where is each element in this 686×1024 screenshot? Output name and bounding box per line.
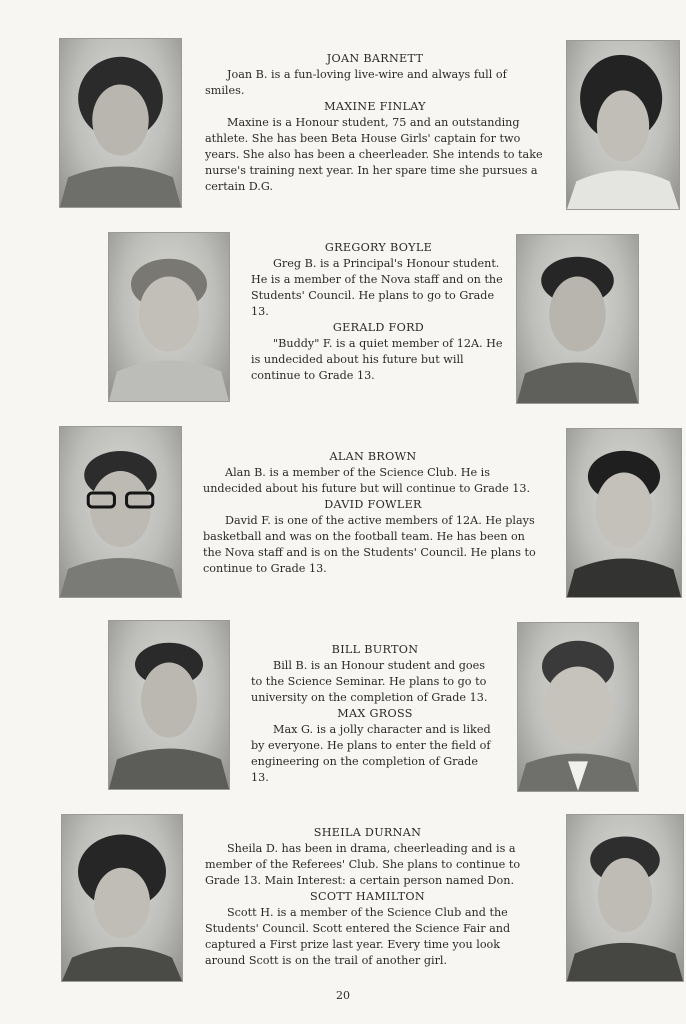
student-description: Bill B. is an Honour student and goes to the Science Seminar. He plans to go to university on the completion of Grade 13.	[251, 659, 488, 704]
student-entry-pair	[203, 449, 543, 577]
student-name: SCOTT HAMILTON	[310, 890, 425, 903]
portrait-gregory-boyle	[108, 232, 230, 402]
student-name: GERALD FORD	[332, 321, 425, 334]
student-description: Max G. is a jolly character and is liked by everyone. He plans to enter the field of engineering on the completion of Grade 13.	[251, 723, 491, 784]
portrait-max-gross	[517, 622, 639, 792]
student-description: Greg B. is a Principal's Honour student. He is a member of the Nova staff and on the Students' Council. He plans to go to Grade 13.	[251, 257, 503, 318]
portrait-joan-barnett	[59, 38, 182, 208]
portrait-scott-hamilton	[566, 814, 684, 982]
student-description: Sheila D. has been in drama, cheerleading and is a member of the Referees' Club. She plans to continue to Grade 13. Main Interest: a certain person named Don.	[205, 842, 521, 887]
student-name: MAX GROSS	[337, 707, 413, 720]
student-name: BILL BURTON	[331, 643, 419, 656]
student-name: GREGORY BOYLE	[324, 241, 433, 254]
student-description: Scott H. is a member of the Science Club and the Students' Council. Scott entered the Science Fair and captured a First prize last year. Every time you look around Scott is on the trail of another girl.	[205, 906, 511, 967]
portrait-sheila-durnan	[61, 814, 183, 982]
portrait-david-fowler	[566, 428, 682, 598]
student-description: Maxine is a Honour student, 75 and an outstanding athlete. She has been Beta House Girls' captain for two years. She also has been a cheerleader. She intends to take nurse's training next year. In her spare time she pursues a certain D.G.	[205, 116, 543, 193]
student-description: Joan B. is a fun-loving live-wire and always full of smiles.	[205, 68, 507, 97]
student-entry-pair	[251, 240, 506, 384]
student-name: JOAN BARNETT	[326, 52, 424, 65]
student-entry-pair	[251, 642, 499, 786]
portrait-maxine-finlay	[566, 40, 680, 210]
page-number: 20	[336, 989, 350, 1002]
student-name: DAVID FOWLER	[324, 498, 422, 511]
student-description: David F. is one of the active members of 12A. He plays basketball and was on the football team. He has been on the Nova staff and is on the Students' Council. He plans to continue to Grade 13.	[203, 514, 536, 575]
student-name: ALAN BROWN	[329, 450, 417, 463]
student-entry-pair	[205, 51, 545, 195]
student-name: MAXINE FINLAY	[324, 100, 426, 113]
student-entry-pair	[205, 825, 530, 969]
student-description: Alan B. is a member of the Science Club. He is undecided about his future but will continue to Grade 13.	[203, 466, 531, 495]
portrait-alan-brown	[59, 426, 182, 598]
portrait-bill-burton	[108, 620, 230, 790]
student-description: "Buddy" F. is a quiet member of 12A. He is undecided about his future but will continue to Grade 13.	[251, 337, 503, 382]
portrait-gerald-ford	[516, 234, 639, 404]
student-name: SHEILA DURNAN	[313, 826, 422, 839]
